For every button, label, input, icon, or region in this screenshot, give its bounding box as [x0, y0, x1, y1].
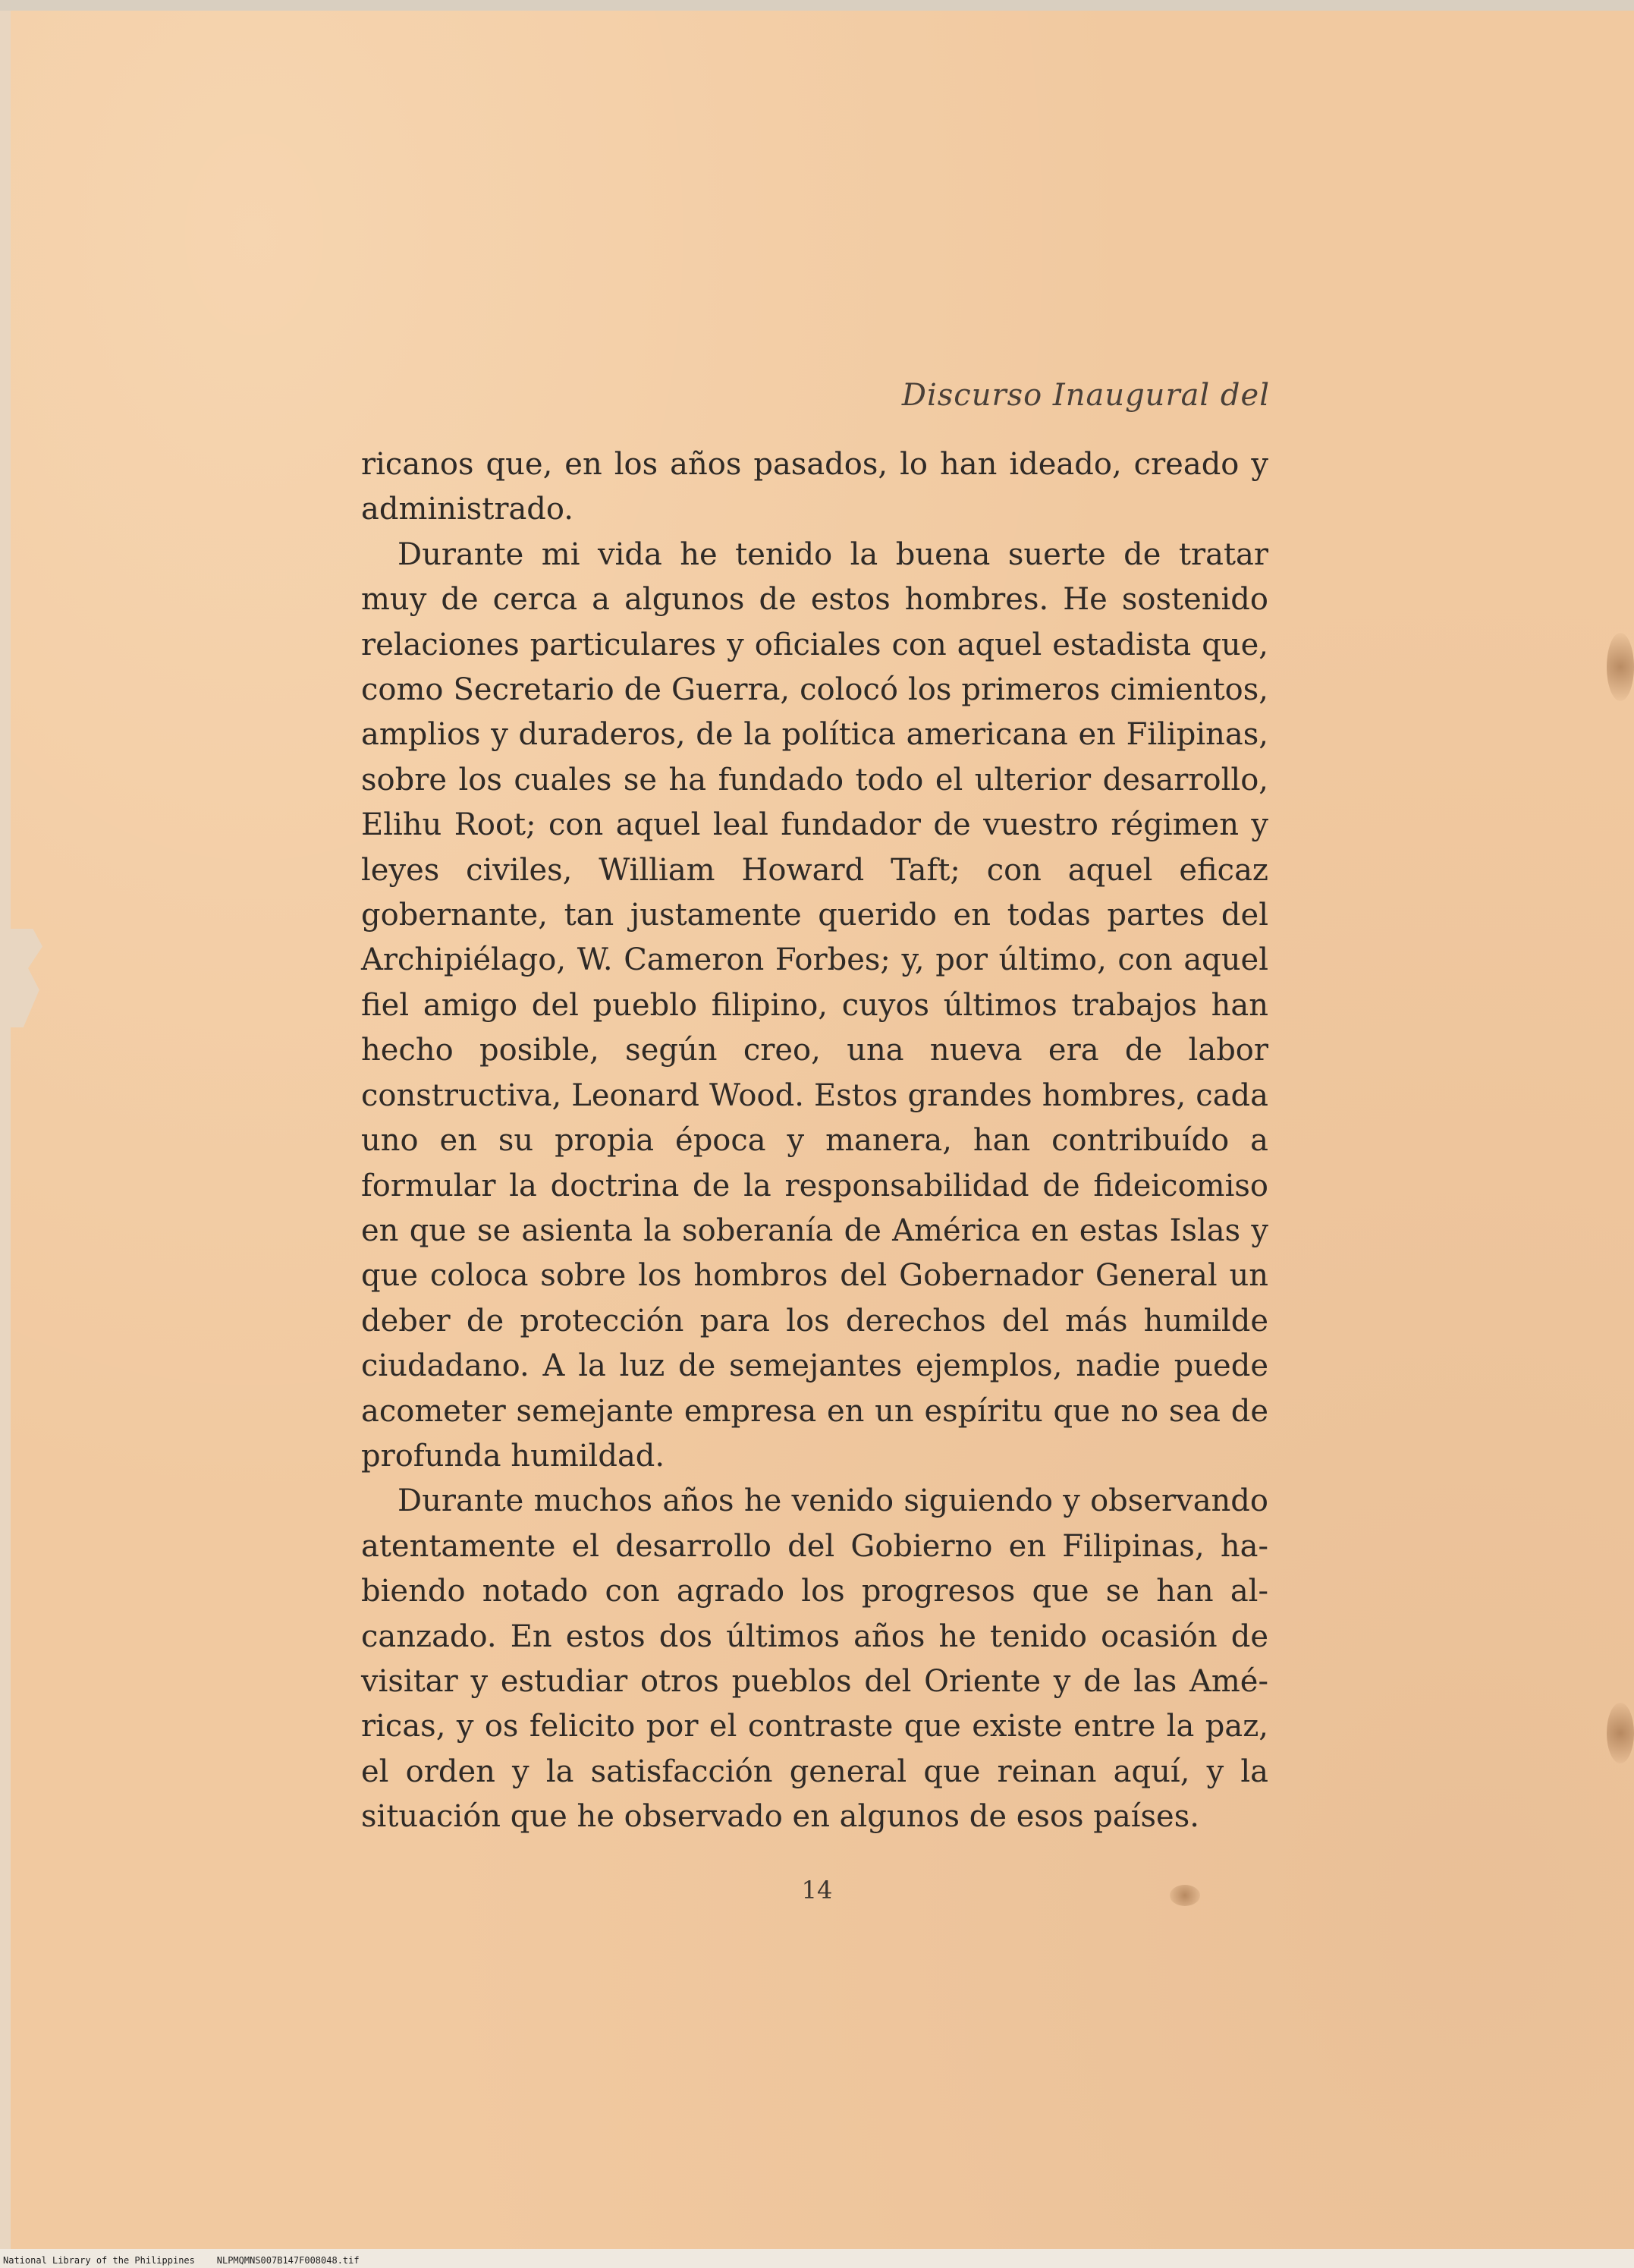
body-text	[361, 442, 1268, 1840]
paragraph: ricanos que, en los años pasados, lo han ideado, creado y administrado.	[361, 447, 1268, 527]
paragraph: Durante mi vida he tenido la buena suerte de tratar muy de cerca a algunos de estos hombres. He sostenido relaciones particulares y oficiales con aquel estadista que, como Secretario de Guerra, colocó los primeros cimientos, amplios y duraderos, de la política americana en Filipinas, sobre los cuales se ha fundado todo el ulterior desarrollo, Elihu Root; con aquel leal fundador de vuestro régimen y leyes civiles, William Howard Taft; con aquel eficaz gobernante, tan justamente querido en todas partes del Archipiélago, W. Cameron Forbes; y, por último, con aquel fiel amigo del pueblo filipino, cuyos últimos trabajos han hecho posible, según creo, una nueva era de labor constructiva, Leonard Wood. Estos grandes hombres, cada uno en su propia época y manera, han contribuído a formular la doctrina de la responsabilidad de fideicomiso en que se asienta la soberanía de América en estas Islas y que coloca sobre los hombros del Gobernador General un deber de protección para los derechos del más humilde ciudadano. A la luz de semejantes ejemplos, nadie puede acometer semejante empresa en un espíritu que no sea de profunda humildad.	[361, 536, 1268, 1474]
paragraph: Durante muchos años he venido siguiendo y observando atentamente el desarrollo del Gobierno en Filipinas, habiendo notado con agrado los progresos que se han alcanzado. En estos dos últimos años he tenido ocasión de visitar y estudiar otros pueblos del Oriente y de las Américas, y os felicito por el contraste que existe entre la paz, el orden y la satisfacción general que reinan aquí, y la situación que he observado en algunos de esos países.	[361, 1483, 1268, 1835]
paper-stain	[1607, 633, 1634, 701]
scan-border-top	[0, 0, 1634, 11]
running-head: Discurso Inaugural del	[901, 378, 1270, 413]
page-tear	[11, 929, 42, 1027]
paper-stain	[1607, 1703, 1634, 1763]
scan-credit: National Library of the Philippines NLPMQMNS007B147F008048.tif	[3, 2255, 360, 2266]
page-number: 14	[801, 1876, 833, 1905]
